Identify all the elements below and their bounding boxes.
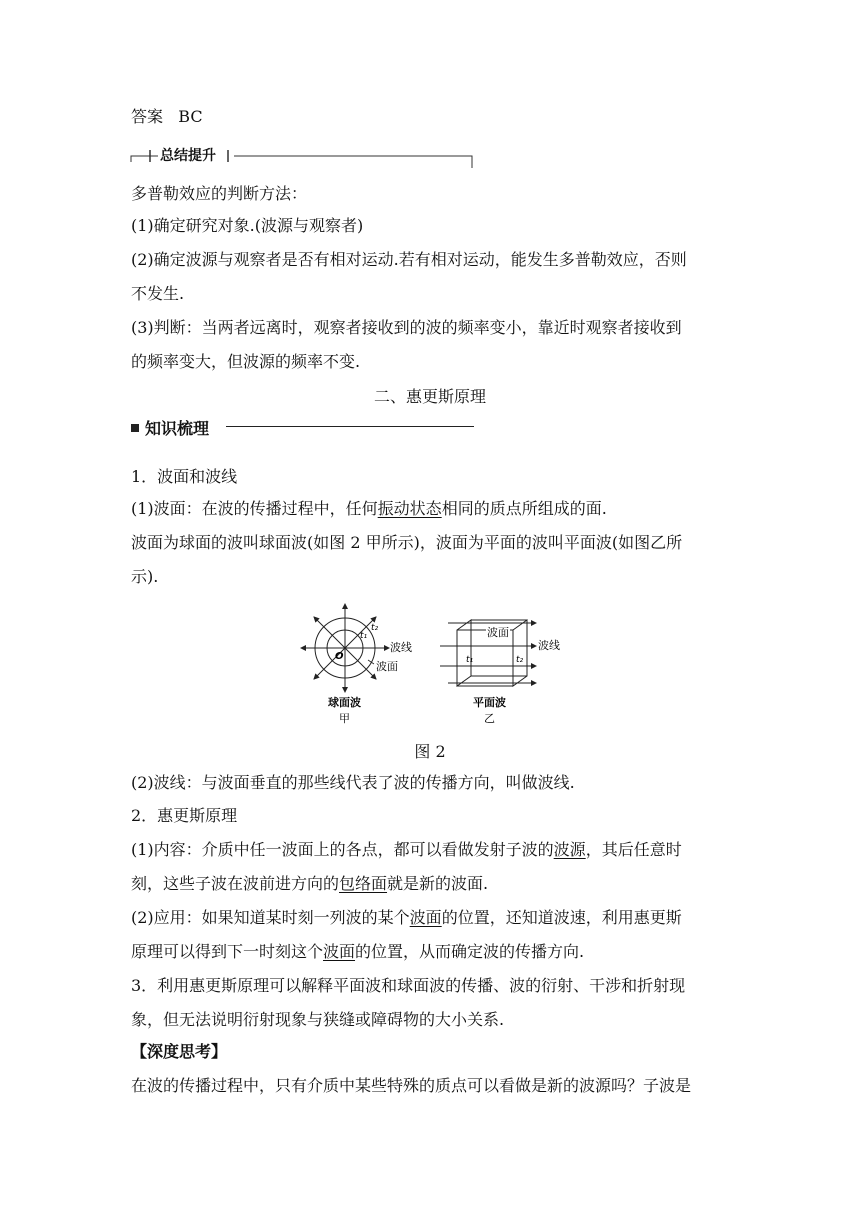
sph-sub-label: 甲: [339, 712, 350, 725]
wave-figure: [290, 598, 580, 732]
sph-t2-label: t₂: [371, 623, 379, 633]
answer-label: 答案: [131, 107, 164, 126]
deep-think-title: 【深度思考】: [131, 1042, 228, 1061]
wave-p1-pre: (1)波面：在波的传播过程中，任何: [131, 499, 378, 518]
c1-post: ，其后任意时: [585, 840, 682, 859]
a1-pre: (2)应用：如果知道某时刻一列波的某个: [131, 908, 410, 927]
huygens-app-2: [131, 942, 584, 962]
knowledge-title: 知识梳理: [145, 419, 210, 438]
plane-wave-diagram: [440, 620, 560, 725]
c2-post: 就是新的波面.: [387, 874, 489, 893]
summary-line-5: (3)判断：当两者远离时，观察者接收到的波的频率变小，靠近时观察者接收到: [131, 318, 682, 337]
wave-p1: [131, 499, 607, 519]
square-bullet-icon: [131, 424, 139, 432]
wave-p1-underlined: 振动状态: [377, 499, 442, 518]
sph-name-label: 球面波: [328, 696, 361, 709]
a2-underlined: 波面: [323, 942, 356, 961]
plane-t1-label: t₁: [466, 655, 474, 665]
deep-think-text: 在波的传播过程中，只有介质中某些特殊的质点可以看做是新的波源吗？子波是: [131, 1076, 692, 1095]
answer-line: [131, 107, 203, 127]
answer-value: BC: [178, 107, 203, 126]
c2-underlined: 包络面: [339, 874, 388, 893]
plane-sub-label: 乙: [484, 712, 495, 725]
plane-wave-line-label: 波线: [538, 639, 560, 652]
summary-line-4: 不发生.: [131, 284, 185, 303]
wave-p1-post: 相同的质点所组成的面.: [441, 499, 607, 518]
summary-line-2: (1)确定研究对象.(波源与观察者): [131, 216, 364, 235]
wave-diagram: [290, 598, 580, 728]
wave-item-1: 1．波面和波线: [131, 467, 238, 486]
knowledge-title-row: [131, 416, 209, 439]
huygens-item-2: 2．惠更斯原理: [131, 806, 238, 825]
sph-wave-face-label: 波面: [376, 660, 398, 673]
huygens-item-3b: 象，但无法说明衍射现象与狭缝或障碍物的大小关系.: [131, 1010, 505, 1029]
huygens-item-3a: 3．利用惠更斯原理可以解释平面波和球面波的传播、波的衍射、干涉和折射现: [131, 976, 686, 995]
knowledge-title-rule: [226, 426, 474, 427]
summary-line-6: 的频率变大，但波源的频率不变.: [131, 352, 361, 371]
huygens-app-1: [131, 908, 682, 928]
c2-pre: 刻，这些子波在波前进方向的: [131, 874, 340, 893]
a1-post: 的位置，还知道波速，利用惠更斯: [441, 908, 682, 927]
huygens-content-1: [131, 840, 682, 860]
sph-t1-label: t₁: [360, 631, 368, 641]
plane-wave-face-label: 波面: [487, 626, 509, 639]
plane-t2-label: t₂: [516, 655, 524, 665]
summary-line-1: 多普勒效应的判断方法：: [131, 184, 308, 203]
summary-line-3: (2)确定波源与观察者是否有相对运动.若有相对运动，能发生多普勒效应，否则: [131, 250, 687, 269]
wave-p4: (2)波线：与波面垂直的那些线代表了波的传播方向，叫做波线.: [131, 773, 575, 792]
sph-wave-line-label: 波线: [390, 641, 412, 654]
summary-title: 总结提升: [158, 145, 218, 165]
a2-pre: 原理可以得到下一时刻这个: [131, 942, 324, 961]
figure-caption: 图 2: [414, 742, 446, 761]
plane-name-label: 平面波: [473, 696, 506, 709]
spherical-wave-diagram: [301, 604, 412, 725]
wave-p2: 波面为球面的波叫球面波(如图 2 甲所示)，波面为平面的波叫平面波(如图乙所: [131, 533, 683, 552]
wave-p3: 示).: [131, 567, 159, 586]
section-heading: 二、惠更斯原理: [373, 387, 486, 406]
huygens-content-2: [131, 874, 488, 894]
a1-underlined: 波面: [409, 908, 442, 927]
sph-origin-label: O: [335, 651, 344, 662]
c1-pre: (1)内容：介质中任一波面上的各点，都可以看做发射子波的: [131, 840, 554, 859]
a2-post: 的位置，从而确定波的传播方向.: [355, 942, 585, 961]
c1-underlined: 波源: [553, 840, 586, 859]
